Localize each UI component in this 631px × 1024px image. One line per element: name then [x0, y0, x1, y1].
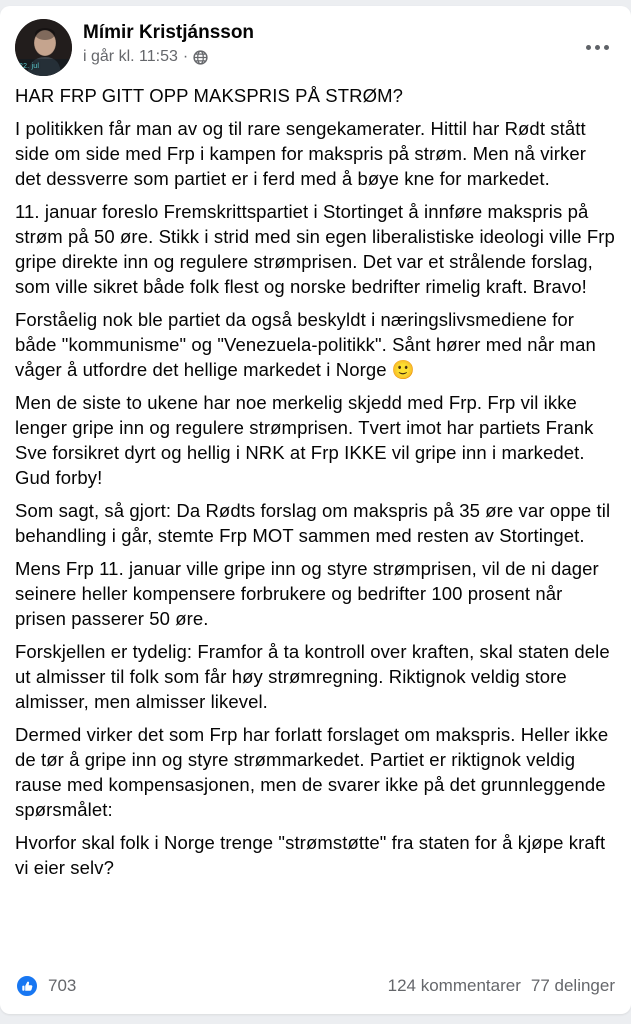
like-count[interactable]: 703: [48, 976, 77, 995]
avatar[interactable]: [15, 19, 72, 76]
facebook-post-card: [0, 6, 631, 1014]
post-body: [0, 76, 631, 888]
post-menu-button[interactable]: [579, 33, 615, 61]
post-paragraph: I politikken får man av og til rare sengekamerater. Hittil har Rødt stått side om side med Frp i kampen for makspris på strøm. Men nå virker det dessverre som partiet er i ferd med å bøye kne for markedet.: [15, 118, 587, 189]
header-texts: [83, 19, 254, 66]
post-paragraph: Forskjellen er tydelig: Framfor å ta kontroll over kraften, skal staten dele ut almisser til folk som får høy strømregning. Riktignok veldig store almisser, men almisser likevel.: [15, 641, 610, 712]
globe-privacy-icon: [193, 50, 208, 65]
counters: [388, 976, 615, 996]
meta-separator: ·: [182, 47, 189, 65]
post-footer: [0, 966, 631, 1014]
comments-count[interactable]: 124 kommentarer: [387, 976, 521, 995]
post-paragraph: 11. januar foreslo Fremskrittspartiet i Stortinget å innføre makspris på strøm på 50 øre. Stikk i strid med sin egen liberalistiske ideologi ville Frp gripe direkte inn og regulere strømprisen. Det var et strålende forslag, som ville sikret både folk flest og norske bedrifter rimelig kraft. Bravo!: [15, 201, 615, 297]
post-paragraph: Mens Frp 11. januar ville gripe inn og styre strømprisen, vil de ni dager seinere heller kompensere forbrukere og bedrifter 100 prosent når prisen passerer 50 øre.: [15, 558, 599, 629]
ellipsis-icon: [595, 45, 600, 50]
avatar-frame-badge: 22. jul: [19, 63, 40, 70]
author-name[interactable]: Mímir Kristjánsson: [83, 22, 255, 43]
post-paragraph: Som sagt, så gjort: Da Rødts forslag om makspris på 35 øre var oppe til behandling i går, stemte Frp MOT sammen med resten av Stortinget.: [15, 500, 611, 546]
post-paragraph: Hvorfor skal folk i Norge trenge "strømstøtte" fra staten for å kjøpe kraft vi eier selv?: [15, 832, 606, 878]
post-header: [0, 6, 631, 76]
post-paragraph: Forståelig nok ble partiet da også beskyldt i næringslivsmediene for både "kommunisme" og "Venezuela-politikk". Sånt hører med når man våger å utfordre det hellige markedet i Norge 🙂: [15, 309, 596, 380]
post-meta: [83, 48, 254, 66]
post-paragraph: Dermed virker det som Frp har forlatt forslaget om makspris. Heller ikke de tør å gripe inn og styre strømmarkedet. Partiet er riktignok veldig rause med kompensasjonen, men de svarer ikke på det grunnleggende spørsmålet:: [15, 724, 609, 820]
post-paragraph: Men de siste to ukene har noe merkelig skjedd med Frp. Frp vil ikke lenger gripe inn og regulere strømprisen. Tvert imot har partiets Frank Sve forsikret dyrt og hellig i NRK at Frp IKKE vil gripe inn i markedet. Gud forby!: [15, 392, 594, 488]
reactions-summary[interactable]: [15, 974, 76, 998]
like-thumb-icon: [15, 974, 39, 998]
post-title: HAR FRP GITT OPP MAKSPRIS PÅ STRØM?: [15, 85, 403, 106]
timestamp[interactable]: i går kl. 11:53: [83, 47, 178, 65]
ellipsis-icon: [604, 45, 609, 50]
ellipsis-icon: [586, 45, 591, 50]
shares-count[interactable]: 77 delinger: [530, 976, 615, 995]
